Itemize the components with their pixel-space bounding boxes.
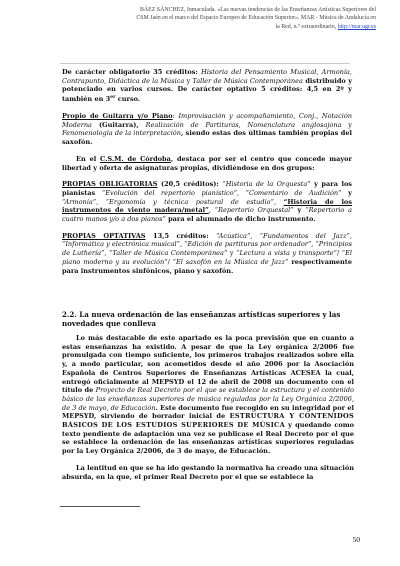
footnote-rule [60, 506, 140, 507]
header-line-3 [36, 23, 376, 31]
header-issue: la Red, n.º extraordinario, [275, 23, 337, 30]
page-number: 50 [352, 535, 360, 544]
main-text [62, 68, 352, 283]
section-heading: 2.2. La nueva ordenación de las enseñanzas artísticas superiores y las novedades que conlleva [62, 310, 341, 329]
paragraph-lentitud: La lentitud en que se ha ido gestando la normativa ha creado una situación absurda, en la que, el primer Real Decreto por el que se establece la [62, 463, 354, 481]
header-line-2: CSM Jaén en el marco del Espacio Europeo de Educación Superior». MAR - Música de Andalucía en [136, 15, 376, 22]
running-header [36, 6, 376, 31]
paragraph-guitarra-piano: Propio de Guitarra y/o Piano: Improvisación y acompañamiento, Conj., Notación Moderna (Guitarra), Realización de Partituras, Nomenclatura anglosajona y Fenomenología de la interpretación, siendo estas dos últimas también propias del saxofón. [62, 111, 352, 147]
section-body [62, 334, 354, 489]
paragraph-prevision: Lo más destacable de este apartado es la poca previsión que en cuanto a estas enseñanzas ha existido. A pesar de que la Ley orgánica 2/2006 fue promulgada con tiempo suficiente, los primeros trabajos realizados sobre ella y, a modo particular, son acometidos desde el año 2006 por la Asociación Española de Centros Superiores de Enseñanzas Artísticas ACESEA la cual, entregó oficialmente al MEPSYD el 12 de abril de 2008 un documento con el título de Proyecto de Real Decreto por el que se establece la estructura y el contenido básico de las enseñanzas superiores de música reguladas por la Ley Orgánica 2/2006, de 3 de mayo, de Educación. Este documento fue recogido en su integridad por el MEPSYD, sirviendo de borrador inicial de ESTRUCTURA Y CONTENIDOS BÁSICOS DE LOS ESTUDIOS SUPERIORES DE MÚSICA y quedando como texto pendiente de adaptación una vez se publicase el Real Decreto por el que se establece la ordenación de las enseñanzas artísticas superiores reguladas por la Ley Orgánica 2/2006, de 3 de mayo, de Educación. [62, 334, 355, 456]
paragraph-cordoba: En el C.S.M. de Córdoba, destaca por ser el centro que concede mayor libertad y oferta de asignaturas propias, dividiéndose en dos grupos: [62, 154, 352, 172]
paragraph-propias-obligatorias: PROPIAS OBLIGATORIAS (20,5 créditos): “Historia de la Orquesta” y para los pianistas “Evolución del repertorio pianístico”, “Comentario de Audición” y “Armonía”, “Ergonomía y técnica postural de estudio”, “Historia de los instrumentos de viento madera/metal”, “Repertorio Orquestal” y “Repertorio a cuatro manos y/o a dos pianos” para el alumnado de dicho instrumento. [62, 180, 352, 224]
paragraph-obligatorio: De carácter obligatorio 35 créditos: Historia del Pensamiento Musical, Armonía, Contrapunto, Didáctica de la Música y Taller de Música Contemporánea distribuido y potenciado en varios cursos. De carácter optativo 5 créditos: 4,5 en 2º y también en 3er curso. [62, 68, 352, 104]
journal-link[interactable]: http://mar.ugr.es [337, 23, 376, 30]
header-line-1: BÁEZ SÁNCHEZ, Inmaculada. «Las nuevas tendencias de las Enseñanzas Artísticas Superiores del [139, 7, 376, 13]
paragraph-propias-optativas: PROPIAS OPTATIVAS 13,5 créditos: “Acústica”, “Fundamentos del Jazz”, “Informática y electrónica musical”, “Edición de partituras por ordenador”, “Principios de Luthería”, “Taller de Música Contemporánea” y “Lectura a vista y transporte”/ “El piano moderno y su evolución”/ “El saxofón en la Música de Jazz” respectivamente para instrumentos sinfónicos, piano y saxofón. [62, 231, 352, 275]
header-divider [60, 63, 350, 64]
